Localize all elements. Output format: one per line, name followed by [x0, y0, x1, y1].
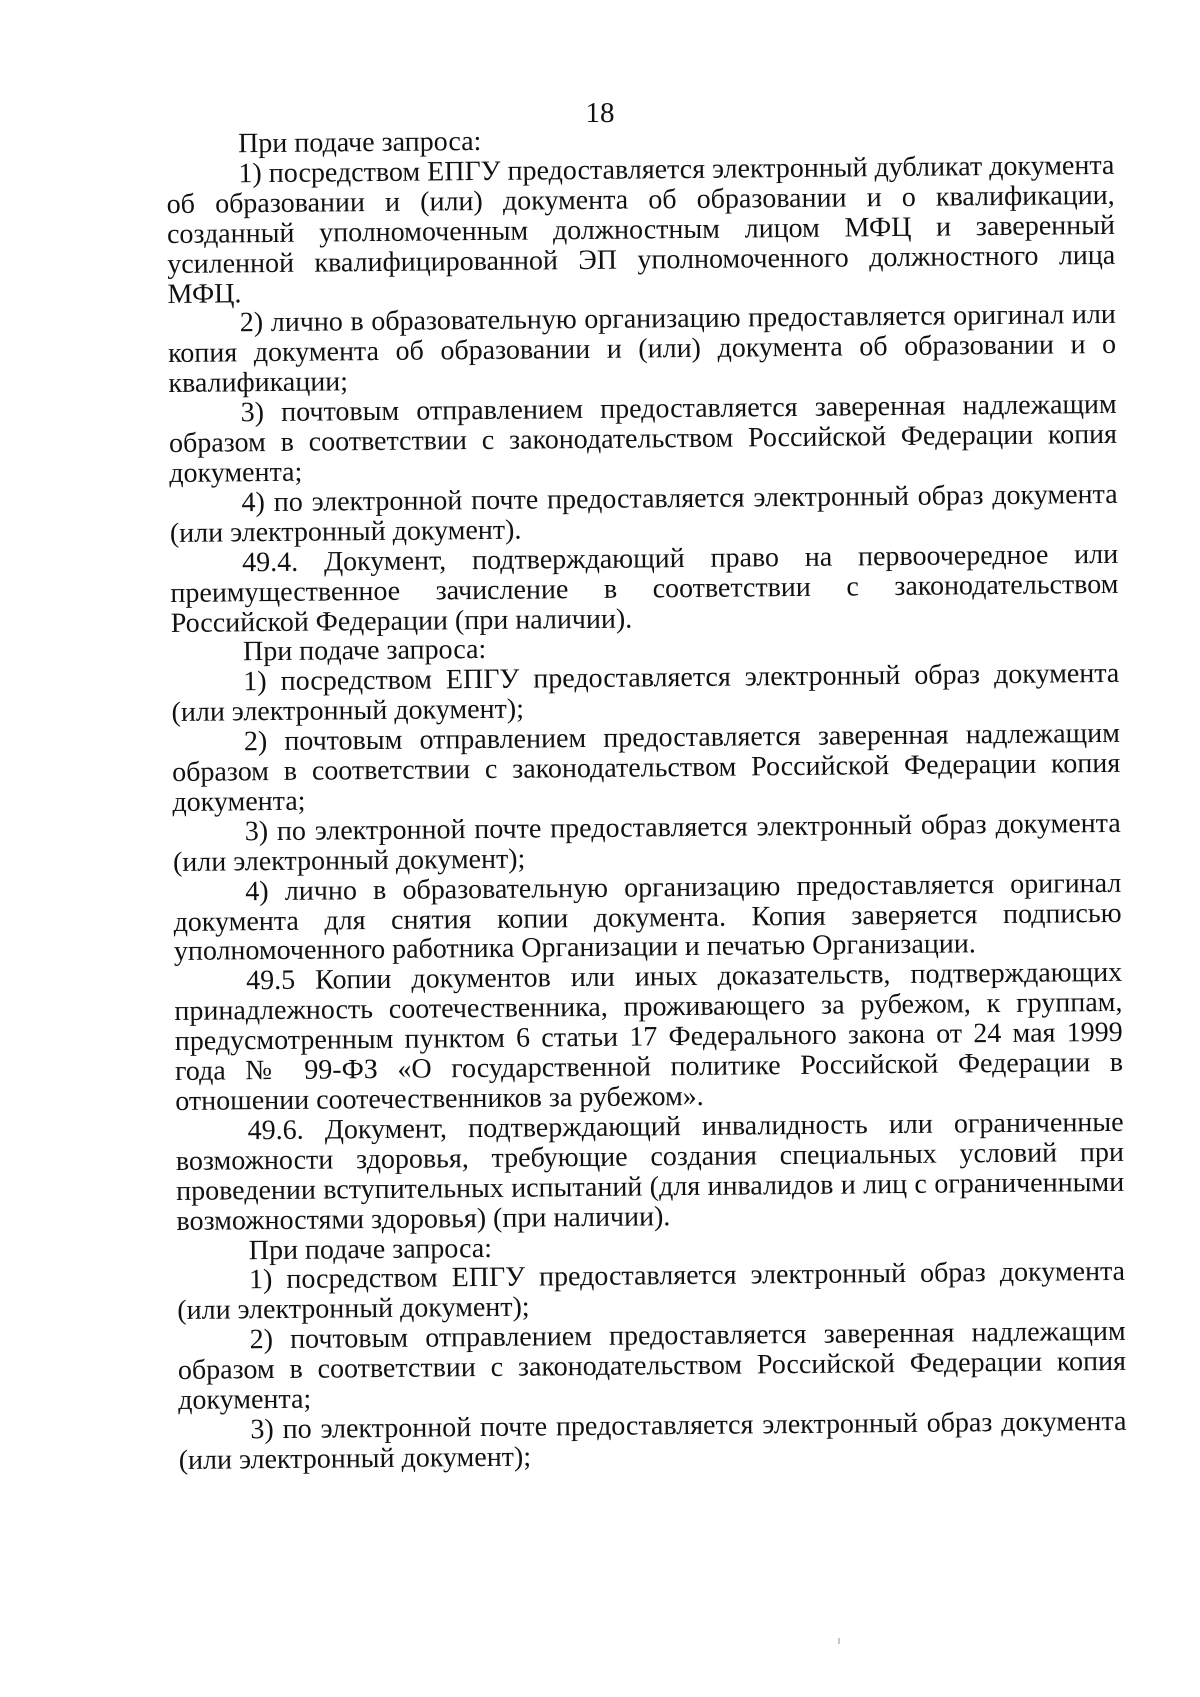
- paragraph-item: 2) почтовым отправлением предоставляется заверенная надлежащим образом в соответствии с законодательством Российской Федерации копия документа;: [172, 717, 1121, 818]
- paragraph-item: 3) по электронной почте предоставляется электронный образ документа (или электронный документ);: [178, 1405, 1127, 1476]
- paragraph-item: 2) почтовым отправлением предоставляется заверенная надлежащим образом в соответствии с законодательством Российской Федерации копия документа;: [177, 1316, 1127, 1417]
- paragraph-item: 1) посредством ЕПГУ предоставляется электронный образ документа (или электронный документ);: [171, 658, 1120, 729]
- paragraph-item: 3) почтовым отправлением предоставляется заверенная надлежащим образом в соответствии с законодательством Российской Федерации копия документа;: [168, 389, 1118, 489]
- paragraph-item: 2) лично в образовательную организацию предоставляется оригинал или копия документа об образовании и (или) документа об образовании и о квалификации;: [167, 299, 1117, 400]
- paragraph-section-49-5: 49.5 Копии документов или иных доказательств, подтверждающих принадлежность соотечественника, проживающего за рубежом, к группам, предусмотренным пунктом 6 статьи 17 Федерального закона от 24 мая 1999 года № 99-ФЗ «О государственной политике Российской Федерации в отношении соотечественников за рубежом».: [174, 957, 1124, 1117]
- paragraph-item: 4) по электронной почте предоставляется электронный образ документа (или электронный документ).: [169, 478, 1118, 549]
- paragraph-item: 3) по электронной почте предоставляется электронный образ документа (или электронный документ);: [172, 807, 1121, 878]
- paragraph-request-intro: При подаче запроса:: [237, 125, 482, 160]
- paragraph-request-intro: При подаче запроса:: [248, 1232, 493, 1266]
- paragraph-item: 4) лично в образовательную организацию предоставляется оригинал документа для снятия копии документа. Копия заверяется подписью уполномоченного работника Организации и печатью Организации.: [173, 867, 1122, 968]
- scan-artifact: [838, 1638, 840, 1644]
- paragraph-section-49-4: 49.4. Документ, подтверждающий право на первоочередное или преимущественное зачисление в соответствии с законодательством Российской Федерации (при наличии).: [170, 538, 1119, 639]
- paragraph-item: 1) посредством ЕПГУ предоставляется электронный дубликат документа об образовании и (или) документа об образовании и о квалификации, созданный уполномоченным должностным лицом МФЦ и заверенный усиленной квалифицированной ЭП уполномоченного должностного лица МФЦ.: [166, 149, 1116, 310]
- page-number: 18: [585, 97, 615, 129]
- document-body: [166, 121, 1127, 1476]
- paragraph-request-intro: При подаче запроса:: [242, 634, 487, 668]
- paragraph-section-49-6: 49.6. Документ, подтверждающий инвалидность или ограниченные возможности здоровья, требующие создания специальных условий при проведении вступительных испытаний (для инвалидов и лиц с ограниченными возможностями здоровья) (при наличии).: [175, 1106, 1125, 1237]
- paragraph-item: 1) посредством ЕПГУ предоставляется электронный образ документа (или электронный документ);: [177, 1256, 1126, 1327]
